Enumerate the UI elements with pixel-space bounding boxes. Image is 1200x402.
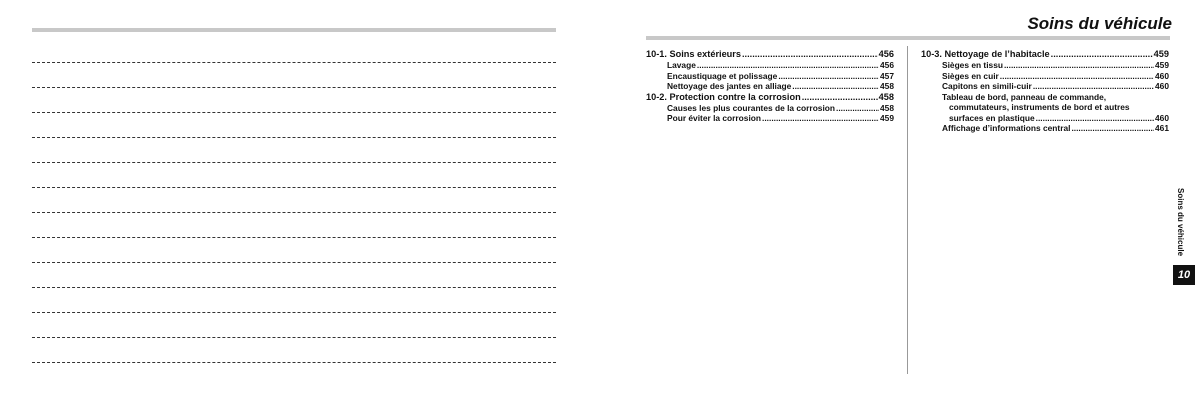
toc-section-entry[interactable]	[646, 92, 894, 103]
toc-page-number: 459	[880, 113, 894, 123]
toc-page-number: 460	[1155, 112, 1169, 123]
left-page-top-rule	[32, 28, 556, 32]
toc-entry[interactable]	[646, 81, 894, 92]
note-line	[32, 87, 556, 88]
toc-page-number: 459	[1155, 60, 1169, 70]
toc-entry-label: Nettoyage des jantes en alliage	[667, 81, 792, 91]
toc-entry-label: Sièges en cuir	[942, 70, 999, 81]
side-tab-number: 10	[1173, 265, 1195, 285]
toc-entry-label: Lavage	[667, 60, 696, 70]
toc-entry[interactable]	[646, 60, 894, 71]
toc-entry-label: Causes les plus courantes de la corrosion	[667, 102, 836, 113]
note-line	[32, 287, 556, 288]
toc-page-number: 460	[1155, 70, 1169, 81]
right-page-top-rule	[646, 36, 1170, 40]
toc-entry-label: 10-3. Nettoyage de l’habitacle	[921, 49, 1050, 59]
toc-entry[interactable]	[646, 113, 894, 124]
toc-entry[interactable]	[921, 60, 1169, 71]
toc-entry-label: Pour éviter la corrosion	[667, 113, 762, 123]
note-line	[32, 162, 556, 163]
toc-page-number: 458	[880, 81, 894, 91]
toc-page-number: 459	[1153, 49, 1169, 59]
side-tab-label: Soins du véhicule	[1176, 188, 1185, 257]
note-line	[32, 212, 556, 213]
toc-entry[interactable]	[646, 103, 894, 114]
toc-leader-dots	[802, 92, 878, 103]
column-divider	[907, 46, 908, 374]
toc-page-number: 461	[1155, 123, 1169, 133]
note-line	[32, 237, 556, 238]
note-line	[32, 262, 556, 263]
toc-page-number: 456	[878, 49, 894, 59]
toc-entry-label: Affichage d’informations central	[942, 123, 1071, 133]
toc-leader-dots	[1000, 71, 1154, 82]
toc-column-2	[921, 49, 1169, 134]
toc-section-entry[interactable]	[646, 49, 894, 60]
toc-entry-label: Encaustiquage et polissage	[667, 70, 778, 81]
toc-leader-dots	[1033, 81, 1154, 92]
toc-entry-label-line: commutateurs, instruments de bord et autres	[949, 102, 1130, 112]
notes-lines	[32, 62, 556, 387]
toc-entry[interactable]	[921, 92, 1169, 124]
toc-entry[interactable]	[921, 81, 1169, 92]
note-line	[32, 137, 556, 138]
toc-leader-dots	[1071, 123, 1154, 134]
note-line	[32, 312, 556, 313]
toc-section-entry[interactable]	[921, 49, 1169, 60]
toc-entry-label: 10-1. Soins extérieurs	[646, 49, 741, 59]
toc-entry-label-line: Tableau de bord, panneau de commande,	[942, 91, 1107, 102]
toc-page-number: 458	[880, 102, 894, 113]
toc-leader-dots	[742, 49, 878, 60]
toc-entry-label: Capitons en simili-cuir	[942, 81, 1032, 91]
toc-entry[interactable]	[646, 71, 894, 82]
note-line	[32, 62, 556, 63]
toc-leader-dots	[1004, 60, 1154, 71]
toc-entry-label: 10-2. Protection contre la corrosion	[646, 91, 801, 102]
toc-leader-dots	[836, 103, 879, 114]
note-line	[32, 187, 556, 188]
note-line	[32, 337, 556, 338]
note-line	[32, 112, 556, 113]
toc-leader-dots	[778, 71, 879, 82]
page-title: Soins du véhicule	[1027, 14, 1172, 33]
toc-leader-dots	[1036, 113, 1154, 124]
toc-leader-dots	[1051, 49, 1153, 60]
toc-page-number: 460	[1155, 81, 1169, 91]
toc-entry-label: surfaces en plastique	[949, 112, 1035, 123]
toc-leader-dots	[792, 81, 879, 92]
toc-page-number: 456	[880, 60, 894, 70]
toc-entry[interactable]	[921, 71, 1169, 82]
note-line	[32, 362, 556, 363]
toc-entry[interactable]	[921, 123, 1169, 134]
toc-leader-dots	[697, 60, 879, 71]
toc-entry-label: Sièges en tissu	[942, 60, 1003, 70]
toc-leader-dots	[762, 113, 879, 124]
toc-page-number: 457	[880, 70, 894, 81]
toc-page-number: 458	[878, 91, 894, 102]
toc-column-1	[646, 49, 894, 124]
